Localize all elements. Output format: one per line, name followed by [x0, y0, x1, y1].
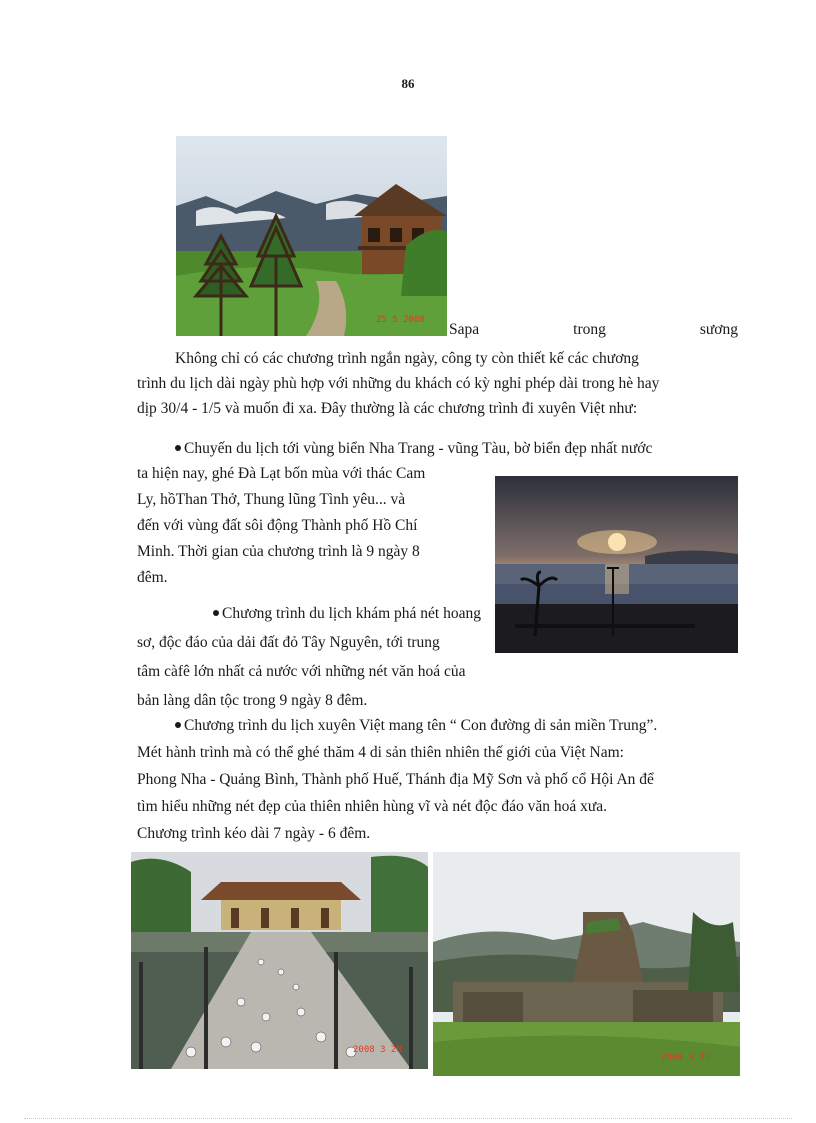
sapa-date-stamp: 25 5 2008	[376, 315, 425, 325]
bullet3-line-2: Mét hành trình mà có thể ghé thăm 4 di sản thiên nhiên thế giới của Việt Nam:	[137, 744, 624, 761]
footer-divider	[24, 1118, 792, 1119]
intro-line-2: trình du lịch dài ngày phù hợp với những du khách có kỳ nghỉ phép dài trong hè hay	[137, 375, 660, 392]
my-son-sanctuary-photo	[433, 852, 740, 1076]
sapa-mountain-photo	[176, 136, 447, 336]
bullet1-line-5: Minh. Thời gian của chương trình là 9 ngày 8	[137, 543, 420, 560]
bullet3-line-5: Chương trình kéo dài 7 ngày - 6 đêm.	[137, 825, 371, 842]
bullet2-line-4: bản làng dân tộc trong 9 ngày 8 đêm.	[137, 692, 368, 709]
bullet2-line-3: tâm càfê lớn nhất cả nước với những nét văn hoá của	[137, 663, 466, 680]
bullet3-text-1: Chương trình du lịch xuyên Việt mang tên “ Con đường di sản miền Trung”.	[184, 717, 658, 734]
page-number: 86	[401, 76, 415, 91]
bullet1-line-6: đêm.	[137, 569, 168, 586]
bullet-icon	[213, 610, 219, 616]
intro-line-3: dịp 30/4 - 1/5 và muốn đi xa. Đây thường là các chương trình đi xuyên Việt như:	[137, 400, 638, 417]
myson-date-stamp: 2008 3 21	[661, 1053, 710, 1063]
bullet-tay-nguyen	[137, 599, 497, 715]
bullet-nha-trang	[137, 436, 738, 461]
intro-paragraph	[137, 346, 738, 421]
bullet-icon	[175, 722, 181, 728]
intro-line-1: Không chỉ có các chương trình ngắn ngày, công ty còn thiết kế các chương	[175, 350, 639, 367]
bullet2-text-1: Chương trình du lịch khám phá nét hoang	[222, 605, 481, 622]
hue-citadel-photo	[131, 852, 428, 1069]
bullet1-line-3: Ly, hồThan Thở, Thung lũng Tình yêu... và	[137, 491, 406, 508]
bullet3-line-4: tìm hiểu những nét đẹp của thiên nhiên hùng vĩ và nét độc đáo văn hoá xưa.	[137, 798, 608, 815]
caption-word-3: sương	[699, 321, 738, 338]
bullet-nha-trang-wrap	[137, 461, 477, 591]
bullet1-line-4: đến với vùng đất sôi động Thành phố Hồ Chí	[137, 517, 418, 534]
beach-sunset-photo	[495, 476, 738, 653]
bullet-icon	[175, 445, 181, 451]
hue-date-stamp: 2008 3 20	[353, 1045, 402, 1055]
bullet1-text-1: Chuyến du lịch tới vùng biển Nha Trang - vũng Tàu, bờ biển đẹp nhất nước	[184, 440, 653, 457]
bullet-heritage-route	[137, 712, 738, 847]
bullet1-line-1	[137, 436, 738, 461]
sapa-caption	[449, 321, 738, 339]
bullet2-line-2: sơ, độc đáo của dải đất đỏ Tây Nguyên, tới trung	[137, 634, 440, 651]
caption-word-2: trong	[573, 321, 606, 338]
bullet3-line-1	[137, 712, 738, 739]
bullet1-line-2: ta hiện nay, ghé Đà Lạt bốn mùa với thác Cam	[137, 465, 426, 482]
caption-word-1: Sapa	[449, 321, 480, 338]
bullet2-line-1	[137, 599, 497, 628]
bullet3-line-3: Phong Nha - Quảng Bình, Thành phố Huế, Thánh địa Mỹ Sơn và phố cổ Hội An để	[137, 771, 654, 788]
